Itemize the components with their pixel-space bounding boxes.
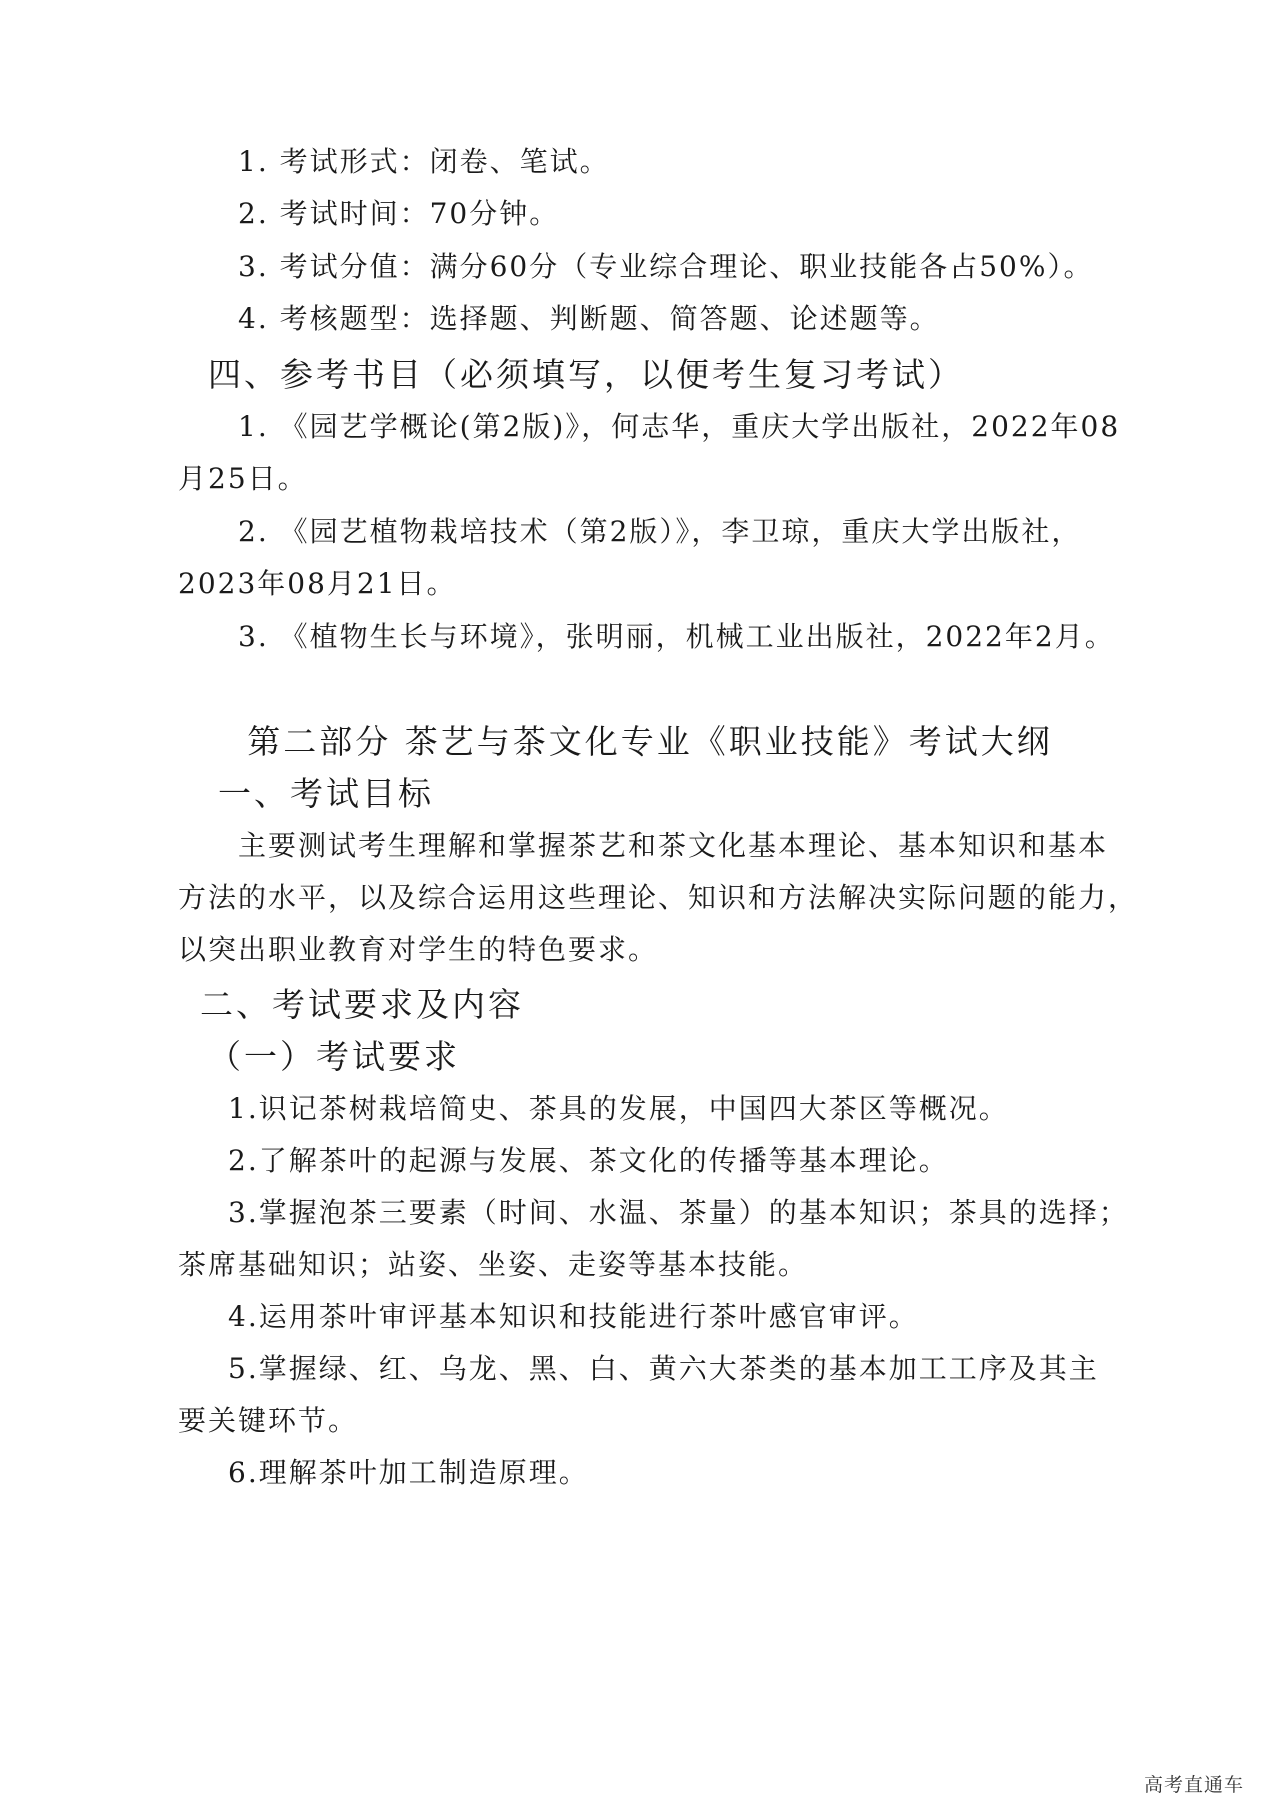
reference-item: 2. 《园艺植物栽培技术（第2版）》，李卫琼，重庆大学出版社， bbox=[238, 515, 1082, 548]
requirement-item: 2.了解茶叶的起源与发展、茶文化的传播等基本理论。 bbox=[228, 1144, 949, 1177]
requirement-item: 5.掌握绿、红、乌龙、黑、白、黄六大茶类的基本加工工序及其主 bbox=[228, 1352, 1099, 1385]
watermark: 高考直通车 bbox=[1143, 1774, 1244, 1796]
exam-format-item: 3. 考试分值：满分60分（专业综合理论、职业技能各占50%）。 bbox=[238, 250, 1094, 283]
paragraph-line: 方法的水平，以及综合运用这些理论、知识和方法解决实际问题的能力， bbox=[178, 881, 1139, 914]
exam-format-item: 2. 考试时间：70分钟。 bbox=[238, 197, 560, 230]
paragraph-line: 以突出职业教育对学生的特色要求。 bbox=[178, 933, 659, 966]
requirement-item-continuation: 要关键环节。 bbox=[178, 1404, 359, 1437]
part-title: 第二部分 茶艺与茶文化专业《职业技能》考试大纲 bbox=[247, 722, 1053, 761]
reference-item: 3. 《植物生长与环境》，张明丽，机械工业出版社，2022年2月。 bbox=[238, 620, 1115, 653]
reference-item-continuation: 月25日。 bbox=[178, 462, 308, 495]
requirement-item: 6.理解茶叶加工制造原理。 bbox=[228, 1456, 589, 1489]
document-page bbox=[178, 0, 1139, 1811]
requirement-item: 1.识记茶树栽培简史、茶具的发展，中国四大茶区等概况。 bbox=[228, 1092, 1009, 1125]
reference-item: 1. 《园艺学概论(第2版)》，何志华，重庆大学出版社，2022年08 bbox=[238, 410, 1121, 443]
paragraph-line: 主要测试考生理解和掌握茶艺和茶文化基本理论、基本知识和基本 bbox=[238, 829, 1109, 862]
exam-format-item: 4. 考核题型：选择题、判断题、简答题、论述题等。 bbox=[238, 302, 940, 335]
section-heading-goal: 一、考试目标 bbox=[218, 774, 434, 813]
requirement-item: 3.掌握泡茶三要素（时间、水温、茶量）的基本知识；茶具的选择； bbox=[228, 1196, 1129, 1229]
requirement-item-continuation: 茶席基础知识；站姿、坐姿、走姿等基本技能。 bbox=[178, 1248, 809, 1281]
exam-format-item: 1. 考试形式：闭卷、笔试。 bbox=[238, 145, 610, 178]
reference-item-continuation: 2023年08月21日。 bbox=[178, 567, 457, 600]
section-heading-references: 四、参考书目（必须填写，以便考生复习考试） bbox=[208, 355, 964, 394]
subsection-heading: （一）考试要求 bbox=[208, 1037, 460, 1076]
section-heading-requirements: 二、考试要求及内容 bbox=[200, 985, 524, 1024]
requirement-item: 4.运用茶叶审评基本知识和技能进行茶叶感官审评。 bbox=[228, 1300, 919, 1333]
